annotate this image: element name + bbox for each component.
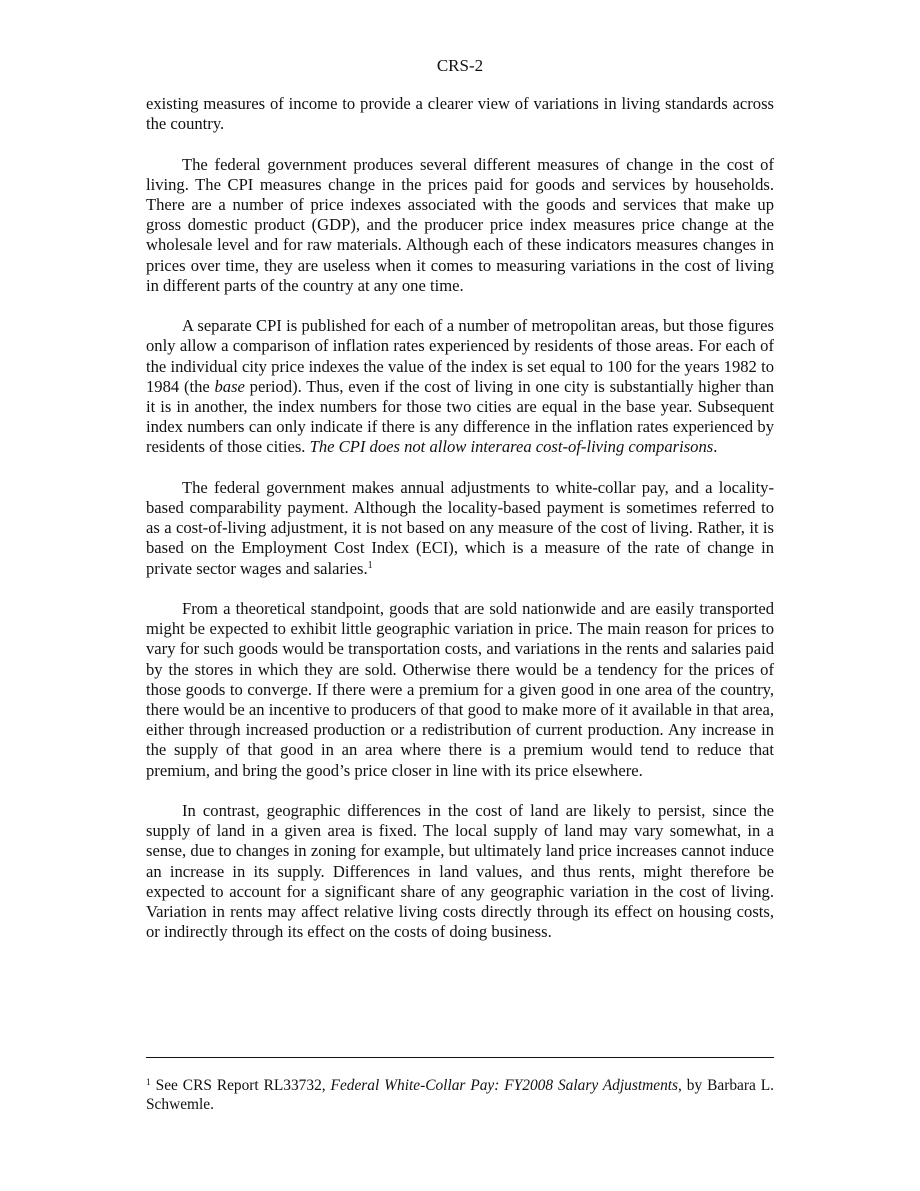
page-header: CRS-2 [436,56,484,75]
paragraph-text: . [713,437,718,457]
paragraph-text: The federal government makes annual adjustments to white-collar pay, and a locality-based comparability payment. Although the locality-based payment is sometimes referred to as a cost-of-living adjustment, it is not based on any measure of the cost of living. Rather, it is based on the Employment Cost Index (ECI), which is a measure of the rate of change in private sector wages and salaries. [146,477,774,578]
paragraph-cost-of-living-measures: The federal government produces several different measures of change in the cost of living. The CPI measures change in the prices paid for goods and services by households. There are a number of price indexes associated with the goods and services that make up gross domestic product (GDP), and the producer price index measures price change at the wholesale level and for raw materials. Although each of these indicators measures changes in prices over time, they are useless when it comes to measuring variations in the cost of living in different parts of the country at any one time. [146,154,774,295]
footnote-marker: 1 [146,1078,151,1088]
emphasis-base: base [214,376,245,396]
paragraph-land-costs: In contrast, geographic differences in the cost of land are likely to persist, since the supply of land in a given area is fixed. The local supply of land may vary somewhat, in a sense, due to changes in zoning for example, but ultimately land price increases cannot induce an increase in its supply. Differences in land values, and thus rents, might therefore be expected to account for a significant share of any geographic variation in the cost of living. Variation in rents may affect relative living costs directly through its effect on housing costs, or indirectly through its effect on the costs of doing business. [146,801,774,942]
paragraph-theoretical-standpoint: From a theoretical standpoint, goods that are sold nationwide and are easily transported might be expected to exhibit little geographic variation in price. The main reason for prices to vary for such goods would be transportation costs, and variations in the rents and salaries paid by the stores in which they are sold. Otherwise there would be a tendency for the prices of those goods to converge. If there were a premium for a given good in one area of the country, there would be an incentive to producers of that good to make more of it available in that area, either through increased production or a redistribution of current production. Any increase in the supply of that good in an area where there is a premium would tend to reduce that premium, and bring the good’s price closer in line with its price elsewhere. [146,599,774,780]
paragraph-white-collar-pay [146,478,774,579]
paragraph-text: period). Thus, even if the cost of living in one city is substantially higher than it is in another, the index numbers for those two cities are equal in the base year. Subsequent index numbers can only indicate if there is any difference in the inflation rates experienced by residents of those cities. [146,376,774,457]
footnote-reference[interactable]: 1 [367,559,373,571]
footnote-prefix: See CRS Report RL33732, [150,1077,331,1094]
body-text [146,94,774,963]
paragraph-text: A separate CPI is published for each of a number of metropolitan areas, but those figures only allow a comparison of inflation rates experienced by residents of those areas. For each of the individual city price indexes the value of the index is set equal to 100 for the years 1982 to 1984 (the [146,316,774,396]
footnote-divider [146,1057,774,1058]
footnote-suffix: , by Barbara L. Schwemle. [146,1077,774,1114]
paragraph-metropolitan-cpi [146,316,774,457]
footnote [146,1076,774,1115]
emphasis-cpi-statement: The CPI does not allow interarea cost-of-living comparisons [309,437,714,457]
footnote-report-title: Federal White-Collar Pay: FY2008 Salary Adjustments [330,1077,679,1094]
paragraph-continued: existing measures of income to provide a clearer view of variations in living standards across the country. [146,94,774,134]
